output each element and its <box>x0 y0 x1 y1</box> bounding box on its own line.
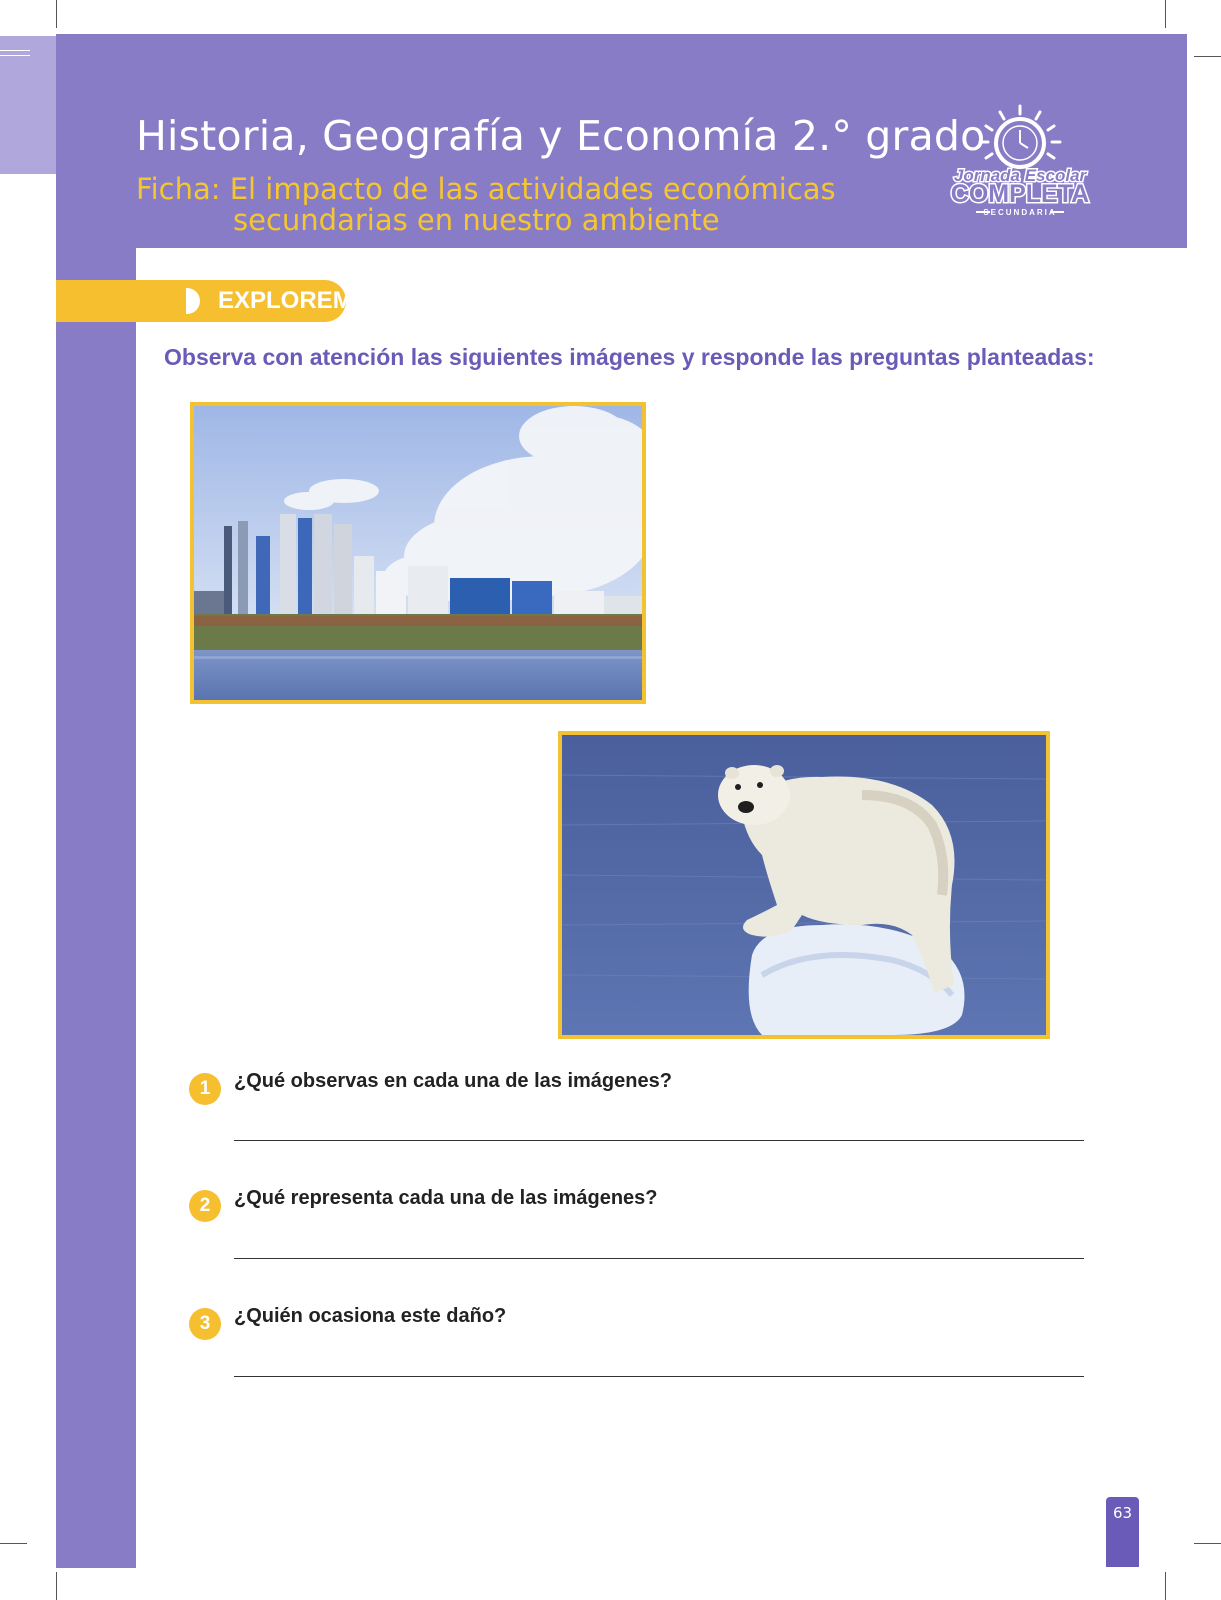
crop-mark <box>1194 1543 1221 1544</box>
industrial-plant-photo <box>190 402 646 704</box>
crop-mark <box>0 1543 27 1544</box>
crop-mark <box>1194 56 1221 57</box>
side-tab <box>0 36 56 174</box>
tab-marker-icon <box>186 288 200 314</box>
question-2-text: ¿Qué representa cada una de las imágenes? <box>234 1187 658 1209</box>
answer-line-3[interactable] <box>234 1376 1084 1377</box>
section-label: EXPLOREMOS <box>218 287 388 314</box>
question-1-number: 1 <box>189 1073 221 1105</box>
question-2-number: 2 <box>189 1190 221 1222</box>
question-3-number: 3 <box>189 1308 221 1340</box>
polar-bear-on-ice-photo <box>558 731 1050 1039</box>
logo-text-line3: SECUNDARIA <box>983 208 1057 217</box>
crop-mark <box>56 1572 57 1600</box>
crop-mark <box>1165 0 1166 28</box>
instruction-text: Observa con atención las siguientes imágenes y responde las preguntas planteadas: <box>164 344 1095 370</box>
page-title: Historia, Geografía y Economía 2.° grado <box>136 112 986 160</box>
sun-clock-icon <box>940 104 1100 224</box>
worksheet-subtitle-line2: secundarias en nuestro ambiente <box>233 203 720 237</box>
left-margin-bar <box>56 248 136 1568</box>
question-3-text: ¿Quién ocasiona este daño? <box>234 1305 507 1327</box>
answer-line-1[interactable] <box>234 1140 1084 1141</box>
answer-line-2[interactable] <box>234 1258 1084 1259</box>
worksheet-subtitle-line1: Ficha: El impacto de las actividades económicas <box>136 172 836 206</box>
page-number: 63 <box>1106 1497 1139 1567</box>
crop-mark <box>56 0 57 28</box>
section-tab <box>56 280 388 322</box>
logo-text-line1: Jornada Escolar <box>953 166 1087 185</box>
jornada-escolar-logo <box>940 104 1100 224</box>
logo-text-line2: COMPLETA <box>950 180 1090 208</box>
question-1-text: ¿Qué observas en cada una de las imágenes? <box>234 1070 672 1092</box>
crop-mark <box>1165 1572 1166 1600</box>
